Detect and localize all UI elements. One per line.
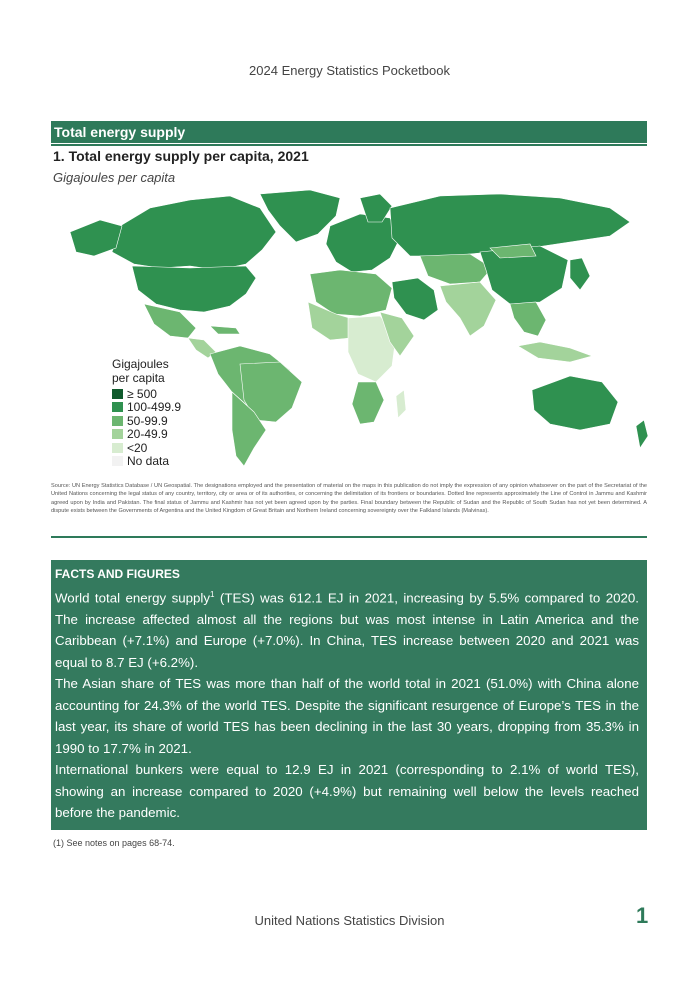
legend-item bbox=[112, 414, 181, 428]
usa-shape bbox=[132, 266, 256, 312]
australia-shape bbox=[532, 376, 618, 430]
facts-title: FACTS AND FIGURES bbox=[55, 567, 180, 581]
legend-label: 50-99.9 bbox=[127, 413, 168, 428]
facts-box bbox=[51, 560, 647, 830]
legend-swatch bbox=[112, 456, 123, 466]
japan-korea-shape bbox=[570, 258, 590, 290]
legend-swatch bbox=[112, 443, 123, 453]
facts-p1-end: (TES) was 612.1 EJ in 2021, increasing by 5.5% compared to 2020. The increase affected almost all the regions but was most intense in Latin America and the Caribbean (+7.1%) and Europe (+7.0%). In China, TES increase between 2020 and 2021 was equal to 8.7 EJ (+6.2%). bbox=[55, 590, 639, 670]
madagascar-shape bbox=[396, 390, 406, 418]
legend-label: <20 bbox=[127, 440, 148, 455]
source-divider bbox=[51, 536, 647, 538]
page-number: 1 bbox=[636, 903, 649, 928]
facts-p1-start: World total energy supply bbox=[55, 590, 211, 606]
legend-title bbox=[112, 357, 181, 385]
facts-paragraph-1 bbox=[55, 584, 639, 673]
legend-title-line2: per capita bbox=[112, 371, 165, 385]
section-title: Total energy supply bbox=[51, 121, 647, 143]
legend-item bbox=[112, 428, 181, 442]
legend-item bbox=[112, 455, 181, 469]
section-divider bbox=[51, 144, 647, 146]
new-zealand-shape bbox=[636, 420, 648, 448]
legend-swatch bbox=[112, 416, 123, 426]
indonesia-shape bbox=[518, 342, 592, 362]
facts-paragraph-3: International bunkers were equal to 12.9 EJ in 2021 (corresponding to 2.1% of world TES), showing an increase compared to 2020 (+4.9%) but remaining well below the levels reached before the pandemic. bbox=[55, 762, 639, 821]
canada-shape bbox=[112, 196, 276, 270]
legend-label: 100-499.9 bbox=[127, 400, 182, 415]
map-source-note: Source: UN Energy Statistics Database / UN Geospatial. The designations employed and the presentation of material on the maps in this publication do not imply the expression of any opinion whatsoever on the part of the Secretariat of the United Nations concerning the legal status of any country, territory, city or area or of its authorities, or concerning the delimitation of its frontiers or boundaries. Dotted line represents approximately the Line of Control in Jammu and Kashmir agreed upon by India and Pakistan. The final status of Jammu and Kashmir has not yet been agreed upon by the parties. Final boundary between the Republic of Sudan and the Republic of South Sudan has not yet been determined. A dispute exists between the Governments of Argentina and the United Kingdom of Great Britain and Northern Ireland concerning sovereignty over the Falkland Islands (Malvinas). bbox=[51, 483, 647, 515]
southern-africa-shape bbox=[352, 382, 384, 424]
middle-east-shape bbox=[392, 278, 438, 320]
page-header: 2024 Energy Statistics Pocketbook bbox=[249, 63, 450, 78]
map-legend bbox=[112, 357, 181, 468]
legend-swatch bbox=[112, 429, 123, 439]
central-asia-shape bbox=[420, 254, 492, 284]
legend-swatch bbox=[112, 389, 123, 399]
legend-label: ≥ 500 bbox=[127, 386, 157, 401]
legend-title-line1: Gigajoules bbox=[112, 357, 169, 371]
europe-shape bbox=[326, 214, 400, 272]
legend-item bbox=[112, 441, 181, 455]
footnote-ref[interactable]: 1 bbox=[210, 590, 215, 599]
facts-paragraph-2: The Asian share of TES was more than half of the world total in 2021 (51.0%) with China alone accounting for 24.3% of the world TES. Despite the significant resurgence of Europe’s TES in the last year, its share of world TES has been declining in the last 30 years, dropping from 35.3% in 1990 to 17.7% in 2021. bbox=[55, 676, 639, 756]
legend-label: 20-49.9 bbox=[127, 427, 168, 442]
southeast-asia-shape bbox=[510, 302, 546, 336]
page-footer: United Nations Statistics Division bbox=[254, 913, 445, 928]
caribbean-shape bbox=[210, 326, 240, 334]
legend-swatch bbox=[112, 402, 123, 412]
south-asia-shape bbox=[440, 282, 496, 336]
footnote: (1) See notes on pages 68-74. bbox=[53, 838, 175, 848]
figure-title: 1. Total energy supply per capita, 2021 bbox=[53, 148, 309, 164]
legend-label: No data bbox=[127, 454, 170, 469]
legend-item bbox=[112, 387, 181, 401]
figure-subtitle: Gigajoules per capita bbox=[53, 170, 176, 185]
legend-item bbox=[112, 401, 181, 415]
